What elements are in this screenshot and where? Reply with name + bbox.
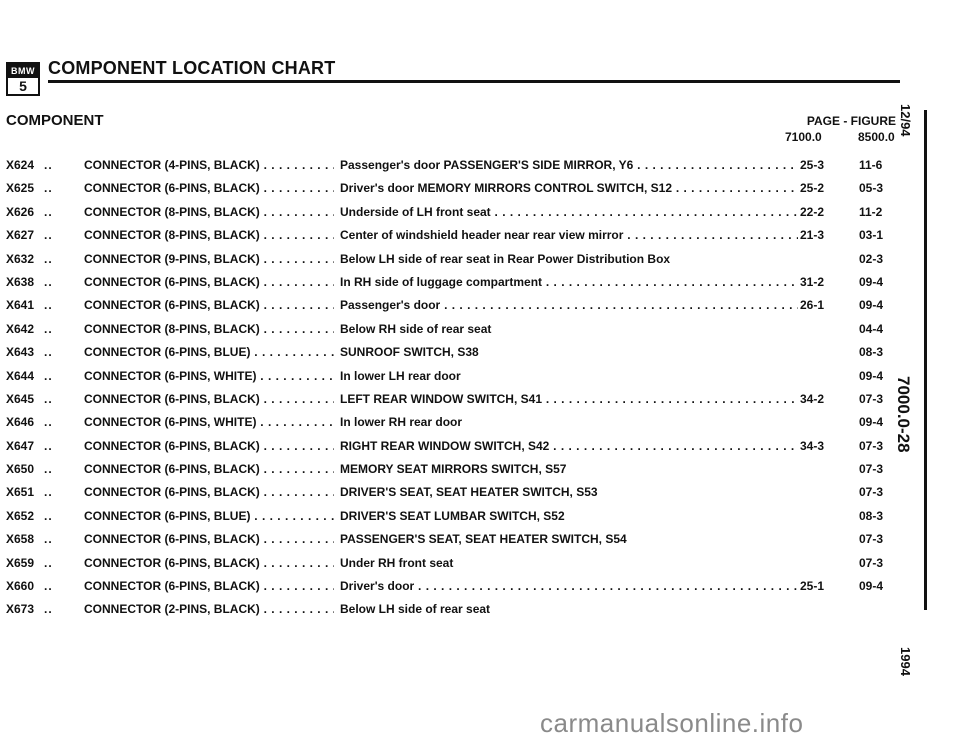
side-year: 1994	[898, 647, 913, 676]
figure-reference: 09-4	[859, 368, 884, 383]
connector-description: CONNECTOR (8-PINS, BLACK) . . .	[84, 228, 334, 242]
connector-description: CONNECTOR (6-PINS, BLUE) . . .	[84, 345, 334, 359]
component-id: X627	[6, 228, 35, 243]
id-leader: ..	[44, 555, 53, 570]
logo-brand: BMW	[8, 64, 38, 78]
connector-description: CONNECTOR (6-PINS, BLACK) . . .	[84, 556, 334, 570]
table-row	[0, 252, 900, 275]
table-row	[0, 509, 900, 532]
page-reference: 26-1	[800, 298, 825, 313]
location-description: Passenger's door PASSENGER'S SIDE MIRROR, Y6 . . .	[340, 158, 798, 172]
page-reference: 34-2	[800, 391, 825, 406]
component-id: X660	[6, 579, 35, 594]
component-id: X643	[6, 345, 35, 360]
location-description: RIGHT REAR WINDOW SWITCH, S42 . . .	[340, 439, 798, 453]
component-id: X626	[6, 204, 35, 219]
watermark: carmanualsonline.info	[540, 708, 804, 738]
table-row	[0, 205, 900, 228]
table-row	[0, 579, 900, 602]
side-rule	[924, 110, 927, 610]
location-description: Under RH front seat	[340, 555, 454, 570]
page-reference: 22-2	[800, 204, 825, 219]
table-row	[0, 369, 900, 392]
table-row	[0, 298, 900, 321]
component-id: X647	[6, 438, 35, 453]
connector-description: CONNECTOR (6-PINS, BLACK) . . .	[84, 439, 334, 453]
id-leader: ..	[44, 415, 53, 430]
page-reference: 25-1	[800, 579, 825, 594]
id-leader: ..	[44, 368, 53, 383]
connector-description: CONNECTOR (6-PINS, BLACK) . . .	[84, 579, 334, 593]
id-leader: ..	[44, 579, 53, 594]
component-id: X645	[6, 391, 35, 406]
figure-reference: 11-2	[859, 204, 883, 219]
location-description: Underside of LH front seat . . .	[340, 205, 798, 219]
table-row	[0, 462, 900, 485]
component-id: X638	[6, 274, 35, 289]
component-list	[0, 158, 900, 626]
connector-description: CONNECTOR (6-PINS, BLACK) . . .	[84, 485, 334, 499]
page-reference: 25-3	[800, 158, 825, 172]
page-figure-header: PAGE - FIGURE	[806, 114, 896, 128]
table-row	[0, 228, 900, 251]
location-description: DRIVER'S SEAT LUMBAR SWITCH, S52	[340, 508, 565, 523]
connector-description: CONNECTOR (6-PINS, WHITE) . . .	[84, 415, 334, 429]
figure-reference: 07-3	[859, 485, 884, 500]
location-description: Below LH side of rear seat	[340, 602, 491, 617]
component-id: X651	[6, 485, 35, 500]
id-leader: ..	[44, 532, 53, 547]
location-description: MEMORY SEAT MIRRORS SWITCH, S57	[340, 462, 567, 477]
connector-description: CONNECTOR (6-PINS, BLACK) . . .	[84, 532, 334, 546]
bmw-5-logo	[6, 62, 40, 96]
id-leader: ..	[44, 251, 53, 266]
component-id: X646	[6, 415, 35, 430]
figure-reference: 07-3	[859, 532, 884, 547]
side-page-number: 7000.0-28	[891, 376, 915, 453]
connector-description: CONNECTOR (4-PINS, BLACK) . . .	[84, 158, 334, 172]
connector-description: CONNECTOR (2-PINS, BLACK) . . .	[84, 602, 334, 616]
id-leader: ..	[44, 204, 53, 219]
figure-reference: 07-3	[859, 555, 884, 570]
figure-reference: 07-3	[859, 462, 884, 477]
location-description: Driver's door MEMORY MIRRORS CONTROL SWITCH, S12 . . .	[340, 181, 798, 195]
figure-reference: 09-4	[859, 415, 884, 430]
page-subheader: 7100.0	[785, 130, 822, 144]
id-leader: ..	[44, 462, 53, 477]
figure-reference: 09-4	[859, 274, 884, 289]
location-description: DRIVER'S SEAT, SEAT HEATER SWITCH, S53	[340, 485, 598, 500]
figure-reference: 04-4	[859, 321, 884, 336]
figure-reference: 07-3	[859, 391, 884, 406]
figure-reference: 08-3	[859, 508, 884, 523]
figure-reference: 07-3	[859, 438, 884, 453]
location-description: Passenger's door . . .	[340, 298, 798, 312]
connector-description: CONNECTOR (8-PINS, BLACK) . . .	[84, 205, 334, 219]
table-row	[0, 181, 900, 204]
connector-description: CONNECTOR (6-PINS, BLACK) . . .	[84, 462, 334, 476]
component-id: X650	[6, 462, 35, 477]
location-description: Driver's door . . .	[340, 579, 798, 593]
figure-reference: 08-3	[859, 345, 884, 360]
table-row	[0, 275, 900, 298]
table-row	[0, 532, 900, 555]
component-id: X624	[6, 158, 35, 172]
component-column-header: COMPONENT	[6, 112, 104, 129]
location-description: In RH side of luggage compartment . . .	[340, 275, 798, 289]
page-reference: 34-3	[800, 438, 825, 453]
component-id: X644	[6, 368, 35, 383]
id-leader: ..	[44, 181, 53, 196]
title-rule	[48, 80, 900, 83]
figure-reference: 05-3	[859, 181, 884, 196]
location-description: Below LH side of rear seat in Rear Power Distribution Box	[340, 251, 671, 266]
location-description: PASSENGER'S SEAT, SEAT HEATER SWITCH, S54	[340, 532, 627, 547]
location-description: Center of windshield header near rear view mirror . . .	[340, 228, 798, 242]
table-row	[0, 322, 900, 345]
component-id: X652	[6, 508, 35, 523]
table-row	[0, 602, 900, 625]
component-id: X625	[6, 181, 35, 196]
connector-description: CONNECTOR (8-PINS, BLACK) . . .	[84, 322, 334, 336]
table-row	[0, 345, 900, 368]
component-id: X641	[6, 298, 35, 313]
component-id: X659	[6, 555, 35, 570]
id-leader: ..	[44, 485, 53, 500]
connector-description: CONNECTOR (6-PINS, BLACK) . . .	[84, 298, 334, 312]
connector-description: CONNECTOR (6-PINS, WHITE) . . .	[84, 369, 334, 383]
connector-description: CONNECTOR (6-PINS, BLACK) . . .	[84, 275, 334, 289]
page-title: COMPONENT LOCATION CHART	[48, 58, 336, 78]
table-row	[0, 556, 900, 579]
page-reference: 31-2	[800, 274, 825, 289]
id-leader: ..	[44, 345, 53, 360]
component-id: X673	[6, 602, 35, 617]
figure-reference: 11-6	[859, 158, 883, 172]
table-row	[0, 158, 900, 181]
id-leader: ..	[44, 158, 53, 172]
connector-description: CONNECTOR (6-PINS, BLACK) . . .	[84, 392, 334, 406]
location-description: In lower RH rear door	[340, 415, 463, 430]
component-id: X642	[6, 321, 35, 336]
location-description: SUNROOF SWITCH, S38	[340, 345, 479, 360]
id-leader: ..	[44, 602, 53, 617]
id-leader: ..	[44, 438, 53, 453]
connector-description: CONNECTOR (6-PINS, BLACK) . . .	[84, 181, 334, 195]
id-leader: ..	[44, 274, 53, 289]
page-reference: 25-2	[800, 181, 825, 196]
table-row	[0, 485, 900, 508]
side-date: 12/94	[898, 104, 913, 137]
figure-reference: 03-1	[859, 228, 884, 243]
id-leader: ..	[44, 508, 53, 523]
figure-reference: 09-4	[859, 298, 884, 313]
id-leader: ..	[44, 391, 53, 406]
figure-reference: 09-4	[859, 579, 884, 594]
table-row	[0, 439, 900, 462]
page-reference: 21-3	[800, 228, 825, 243]
table-row	[0, 415, 900, 438]
id-leader: ..	[44, 228, 53, 243]
figure-reference: 02-3	[859, 251, 884, 266]
location-description: LEFT REAR WINDOW SWITCH, S41 . . .	[340, 392, 798, 406]
location-description: Below RH side of rear seat	[340, 321, 492, 336]
component-id: X658	[6, 532, 35, 547]
connector-description: CONNECTOR (9-PINS, BLACK) . . .	[84, 252, 334, 266]
component-id: X632	[6, 251, 35, 266]
logo-series: 5	[19, 78, 27, 94]
location-description: In lower LH rear door	[340, 368, 461, 383]
figure-subheader: 8500.0	[858, 130, 895, 144]
table-row	[0, 392, 900, 415]
id-leader: ..	[44, 298, 53, 313]
connector-description: CONNECTOR (6-PINS, BLUE) . . .	[84, 509, 334, 523]
id-leader: ..	[44, 321, 53, 336]
